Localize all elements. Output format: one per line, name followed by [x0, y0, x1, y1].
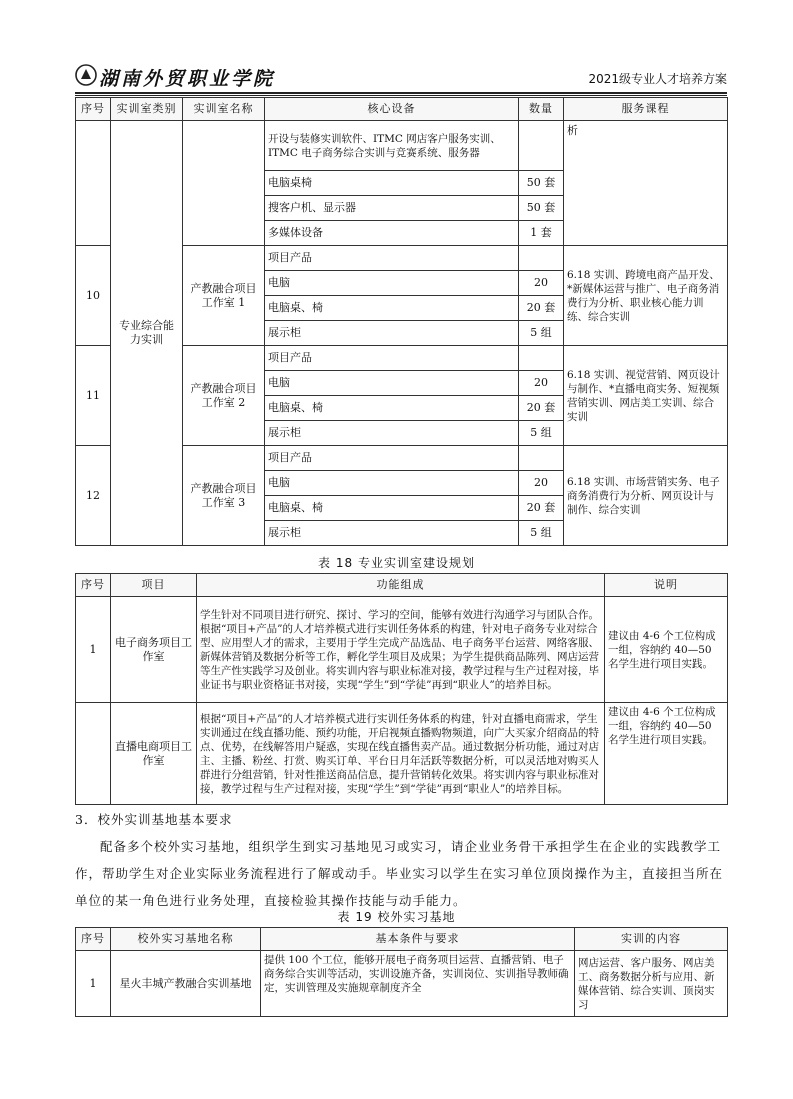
cell-courses: 6.18 实训、视觉营销、网页设计与制作、*直播电商实务、短视频营销实训、网店美工实训、综合实训 [564, 346, 728, 446]
cell-no [76, 703, 111, 805]
cell-quantity: 5 组 [519, 521, 564, 546]
cell-room-name: 产教融合项目工作室 1 [183, 246, 265, 346]
cell-content: 网店运营、客户服务、网店美工、商务数据分析与应用、新媒体营销、综合实训、顶岗实习 [575, 951, 728, 1017]
cell-project: 直播电商项目工作室 [111, 703, 197, 805]
cell-equipment: 电脑桌、椅 [265, 496, 519, 521]
col-header-requirements: 基本条件与要求 [261, 928, 575, 951]
header-rule-thin [75, 95, 727, 96]
cell-equipment: 电脑桌、椅 [265, 296, 519, 321]
cell-equipment: 电脑 [265, 471, 519, 496]
cell-quantity: 20 套 [519, 496, 564, 521]
col-header-courses: 服务课程 [564, 98, 728, 121]
cell-room-name: 产教融合项目工作室 3 [183, 446, 265, 546]
cell-quantity: 50 套 [519, 196, 564, 221]
cell-quantity [519, 121, 564, 171]
cell-room-name: 产教融合项目工作室 2 [183, 346, 265, 446]
cell-equipment: 项目产品 [265, 346, 519, 371]
external-base-table [75, 927, 728, 1017]
col-header-quantity: 数量 [519, 98, 564, 121]
school-logo-icon [75, 64, 97, 86]
cell-equipment: 电脑桌、椅 [265, 396, 519, 421]
cell-quantity [519, 446, 564, 471]
col-header-note: 说明 [605, 574, 728, 597]
cell-equipment: 电脑桌椅 [265, 171, 519, 196]
col-header-function: 功能组成 [197, 574, 605, 597]
cell-quantity: 50 套 [519, 171, 564, 196]
cell-equipment: 项目产品 [265, 246, 519, 271]
cell-function: 根据“项目+产品”的人才培养模式进行实训任务体系的构建，针对直播电商需求，学生实训通过在线直播功能、预约功能，开启视频直播购物频道，向广大买家介绍商品的特点、优势，在线解答用户疑惑，实现在线直播售卖产品。通过数据分析功能，通过对店主、主播、粉丝、打赏、购买订单、平台日月年活跃等数据分析，可以灵活地对购买人群进行分组营销，针对性推送商品信息，提升营销转化效果。将实训内容与职业标准对接，教学过程与生产过程对接，实现“学生”到“学徒”再到“职业人”的培养目标。 [197, 703, 605, 805]
cell-base-name: 星火丰城产教融合实训基地 [111, 951, 261, 1017]
cell-equipment: 电脑 [265, 371, 519, 396]
cell-quantity: 1 套 [519, 221, 564, 246]
school-name: 湖南外贸职业学院 [99, 68, 276, 90]
table-header-row [76, 574, 728, 597]
cell-equipment: 开设与装修实训软件、ITMC 网店客户服务实训、ITMC 电子商务综合实训与竞赛系统、服务器 [265, 121, 519, 171]
cell-note: 建议由 4-6 个工位构成一组，容纳约 40—50 名学生进行项目实践。 [605, 703, 728, 805]
cell-no: 12 [76, 446, 111, 546]
cell-quantity: 20 [519, 371, 564, 396]
cell-no: 1 [76, 951, 111, 1017]
training-room-plan-table [75, 573, 728, 805]
cell-no: 1 [76, 597, 111, 703]
table-row [76, 951, 728, 1017]
cell-room-name [183, 121, 265, 246]
cell-equipment: 展示柜 [265, 421, 519, 446]
cell-equipment: 项目产品 [265, 446, 519, 471]
cell-quantity [519, 246, 564, 271]
col-header-no: 序号 [76, 98, 111, 121]
table-header-row [76, 928, 728, 951]
cell-quantity: 5 组 [519, 321, 564, 346]
cell-equipment: 展示柜 [265, 521, 519, 546]
section-body: 配备多个校外实习基地，组织学生到实习基地见习或实习，请企业业务骨干承担学生在企业的实践教学工作，帮助学生对企业实际业务流程进行了解或动手。毕业实习以学生在实习单位顶岗操作为主，直接担当所在单位的某一角色进行业务处理，直接检验其操作技能与动手能力。 [75, 839, 724, 908]
table-row [76, 121, 728, 171]
header-rule [75, 92, 727, 94]
col-header-base-name: 校外实习基地名称 [111, 928, 261, 951]
cell-equipment: 搜客户机、显示器 [265, 196, 519, 221]
cell-equipment: 电脑 [265, 271, 519, 296]
cell-quantity: 20 [519, 271, 564, 296]
table-header-row [76, 98, 728, 121]
page-header [75, 62, 727, 94]
cell-quantity: 20 [519, 471, 564, 496]
cell-courses: 6.18 实训、跨境电商产品开发、*新媒体运营与推广、电子商务消费行为分析、职业核心能力训练、综合实训 [564, 246, 728, 346]
col-header-equipment: 核心设备 [265, 98, 519, 121]
cell-no: 10 [76, 246, 111, 346]
cell-courses: 析 [564, 121, 728, 246]
cell-category: 专业综合能力实训 [111, 121, 183, 546]
cell-quantity: 20 套 [519, 396, 564, 421]
plan-title: 2021级专业人才培养方案 [588, 72, 727, 86]
cell-function: 学生针对不同项目进行研究、探讨、学习的空间，能够有效进行沟通学习与团队合作。根据“项目+产品”的人才培养模式进行实训任务体系的构建，针对电子商务专业对综合型、应用型人才的需求，主要用于学生完成产品选品、电子商务平台运营、网络客服、新媒体营销及数据分析等工作，孵化学生项目及成果；为学生提供商品陈列、网店运营等生产性实践学习及创业。将实训内容与职业标准对接，教学过程与生产过程对接，毕业证书与职业资格证书对接，实现“学生”到“学徒”再到“职业人”的培养目标。 [197, 597, 605, 703]
table-caption: 表 19 校外实习基地 [337, 910, 456, 924]
cell-project: 电子商务项目工作室 [111, 597, 197, 703]
col-header-project: 项目 [111, 574, 197, 597]
table-row [76, 703, 728, 805]
training-room-table [75, 97, 728, 546]
cell-quantity [519, 346, 564, 371]
col-header-room-name: 实训室名称 [183, 98, 265, 121]
cell-quantity: 20 套 [519, 296, 564, 321]
col-header-content: 实训的内容 [575, 928, 728, 951]
cell-requirements: 提供 100 个工位，能够开展电子商务项目运营、直播营销、电子商务综合实训等活动，实训设施齐备，实训岗位、实训指导教师确定，实训管理及实施规章制度齐全 [261, 951, 575, 1017]
cell-no: 11 [76, 346, 111, 446]
col-header-no: 序号 [76, 574, 111, 597]
col-header-category: 实训室类别 [111, 98, 183, 121]
cell-equipment: 展示柜 [265, 321, 519, 346]
col-header-no: 序号 [76, 928, 111, 951]
table-row [76, 597, 728, 703]
section-heading: 3．校外实训基地基本要求 [75, 812, 233, 827]
cell-no [76, 121, 111, 246]
table-caption: 表 18 专业实训室建设规划 [318, 556, 475, 570]
cell-courses: 6.18 实训、市场营销实务、电子商务消费行为分析、网页设计与制作、综合实训 [564, 446, 728, 546]
cell-note: 建议由 4-6 个工位构成一组，容纳约 40—50 名学生进行项目实践。 [605, 597, 728, 703]
cell-equipment: 多媒体设备 [265, 221, 519, 246]
cell-quantity: 5 组 [519, 421, 564, 446]
